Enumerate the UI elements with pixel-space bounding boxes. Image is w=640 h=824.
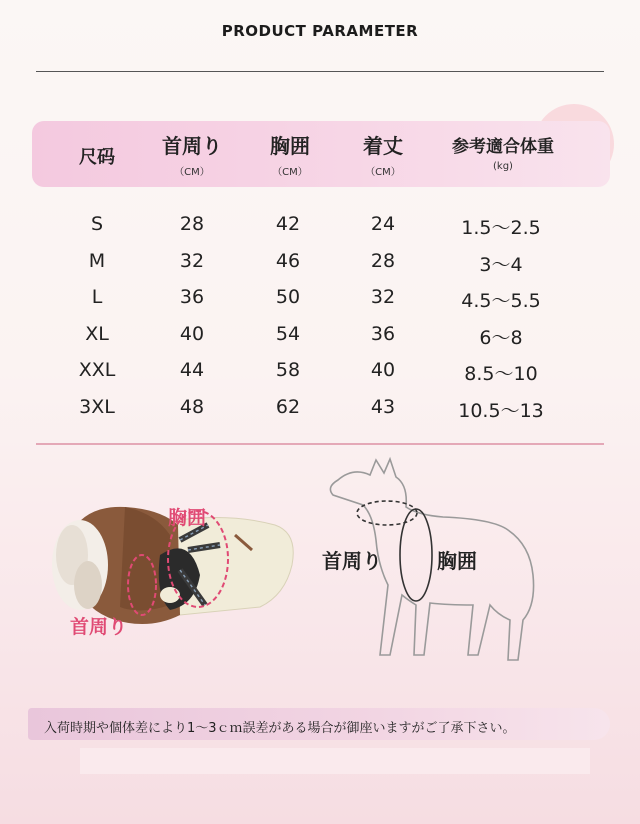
table-row	[0, 286, 640, 316]
cell-chest: 58	[275, 359, 301, 381]
footer-note: 入荷時期や個体差により1～3ｃｍ誤差がある場合が御座いますがご了承下さい。	[44, 721, 516, 736]
header-size	[62, 143, 132, 169]
header-chest	[250, 130, 330, 178]
header-chest-unit: （CM）	[272, 167, 308, 178]
table-row	[0, 396, 640, 426]
cell-size: 3XL	[79, 396, 115, 418]
cell-neck: 48	[179, 396, 205, 418]
cell-weight: 8.5～10	[464, 363, 538, 385]
cell-size: XL	[85, 323, 109, 345]
cell-neck: 40	[179, 323, 205, 345]
header-size-label: 尺码	[79, 147, 115, 168]
page-title: PRODUCT PARAMETER	[221, 22, 419, 40]
table-row	[0, 359, 640, 389]
cell-length: 24	[370, 213, 396, 235]
cell-weight: 3～4	[479, 254, 523, 276]
cell-chest: 50	[275, 286, 301, 308]
header-neck-label: 首周り	[162, 134, 222, 158]
cell-chest: 46	[275, 250, 301, 272]
table-row	[0, 323, 640, 353]
cell-chest: 42	[275, 213, 301, 235]
cell-weight: 4.5～5.5	[461, 290, 541, 312]
cell-neck: 32	[179, 250, 205, 272]
header-length-unit: （CM）	[365, 167, 401, 178]
cell-length: 40	[370, 359, 396, 381]
header-weight-unit: (kg)	[493, 161, 513, 172]
dog-neck-label: 首周り	[322, 549, 382, 573]
cell-weight: 6～8	[479, 327, 523, 349]
header-weight	[433, 132, 573, 172]
cell-size: XXL	[78, 359, 116, 381]
cell-length: 43	[370, 396, 396, 418]
header-chest-label: 胸囲	[270, 134, 310, 158]
cell-neck: 36	[179, 286, 205, 308]
cell-neck: 44	[179, 359, 205, 381]
header-neck-unit: （CM）	[174, 167, 210, 178]
table-row	[0, 213, 640, 243]
cell-length: 28	[370, 250, 396, 272]
cell-length: 32	[370, 286, 396, 308]
cell-size: L	[91, 286, 103, 308]
cell-chest: 54	[275, 323, 301, 345]
cell-neck: 28	[179, 213, 205, 235]
top-divider	[36, 71, 604, 72]
cell-chest: 62	[275, 396, 301, 418]
cell-length: 36	[370, 323, 396, 345]
section-divider	[36, 443, 604, 445]
cell-size: M	[88, 250, 106, 272]
header-neck	[152, 130, 232, 178]
dog-chest-label: 胸囲	[437, 549, 477, 573]
footer-fade	[80, 748, 590, 774]
header-weight-label: 参考適合体重	[452, 137, 554, 157]
table-row	[0, 250, 640, 280]
header-length-label: 着丈	[363, 134, 403, 158]
coat-neck-label: 首周り	[70, 616, 128, 638]
header-length	[343, 130, 423, 178]
cell-weight: 10.5～13	[458, 400, 544, 422]
coat-chest-label: 胸囲	[168, 507, 207, 529]
cell-weight: 1.5～2.5	[461, 217, 541, 239]
cell-size: S	[90, 213, 104, 235]
